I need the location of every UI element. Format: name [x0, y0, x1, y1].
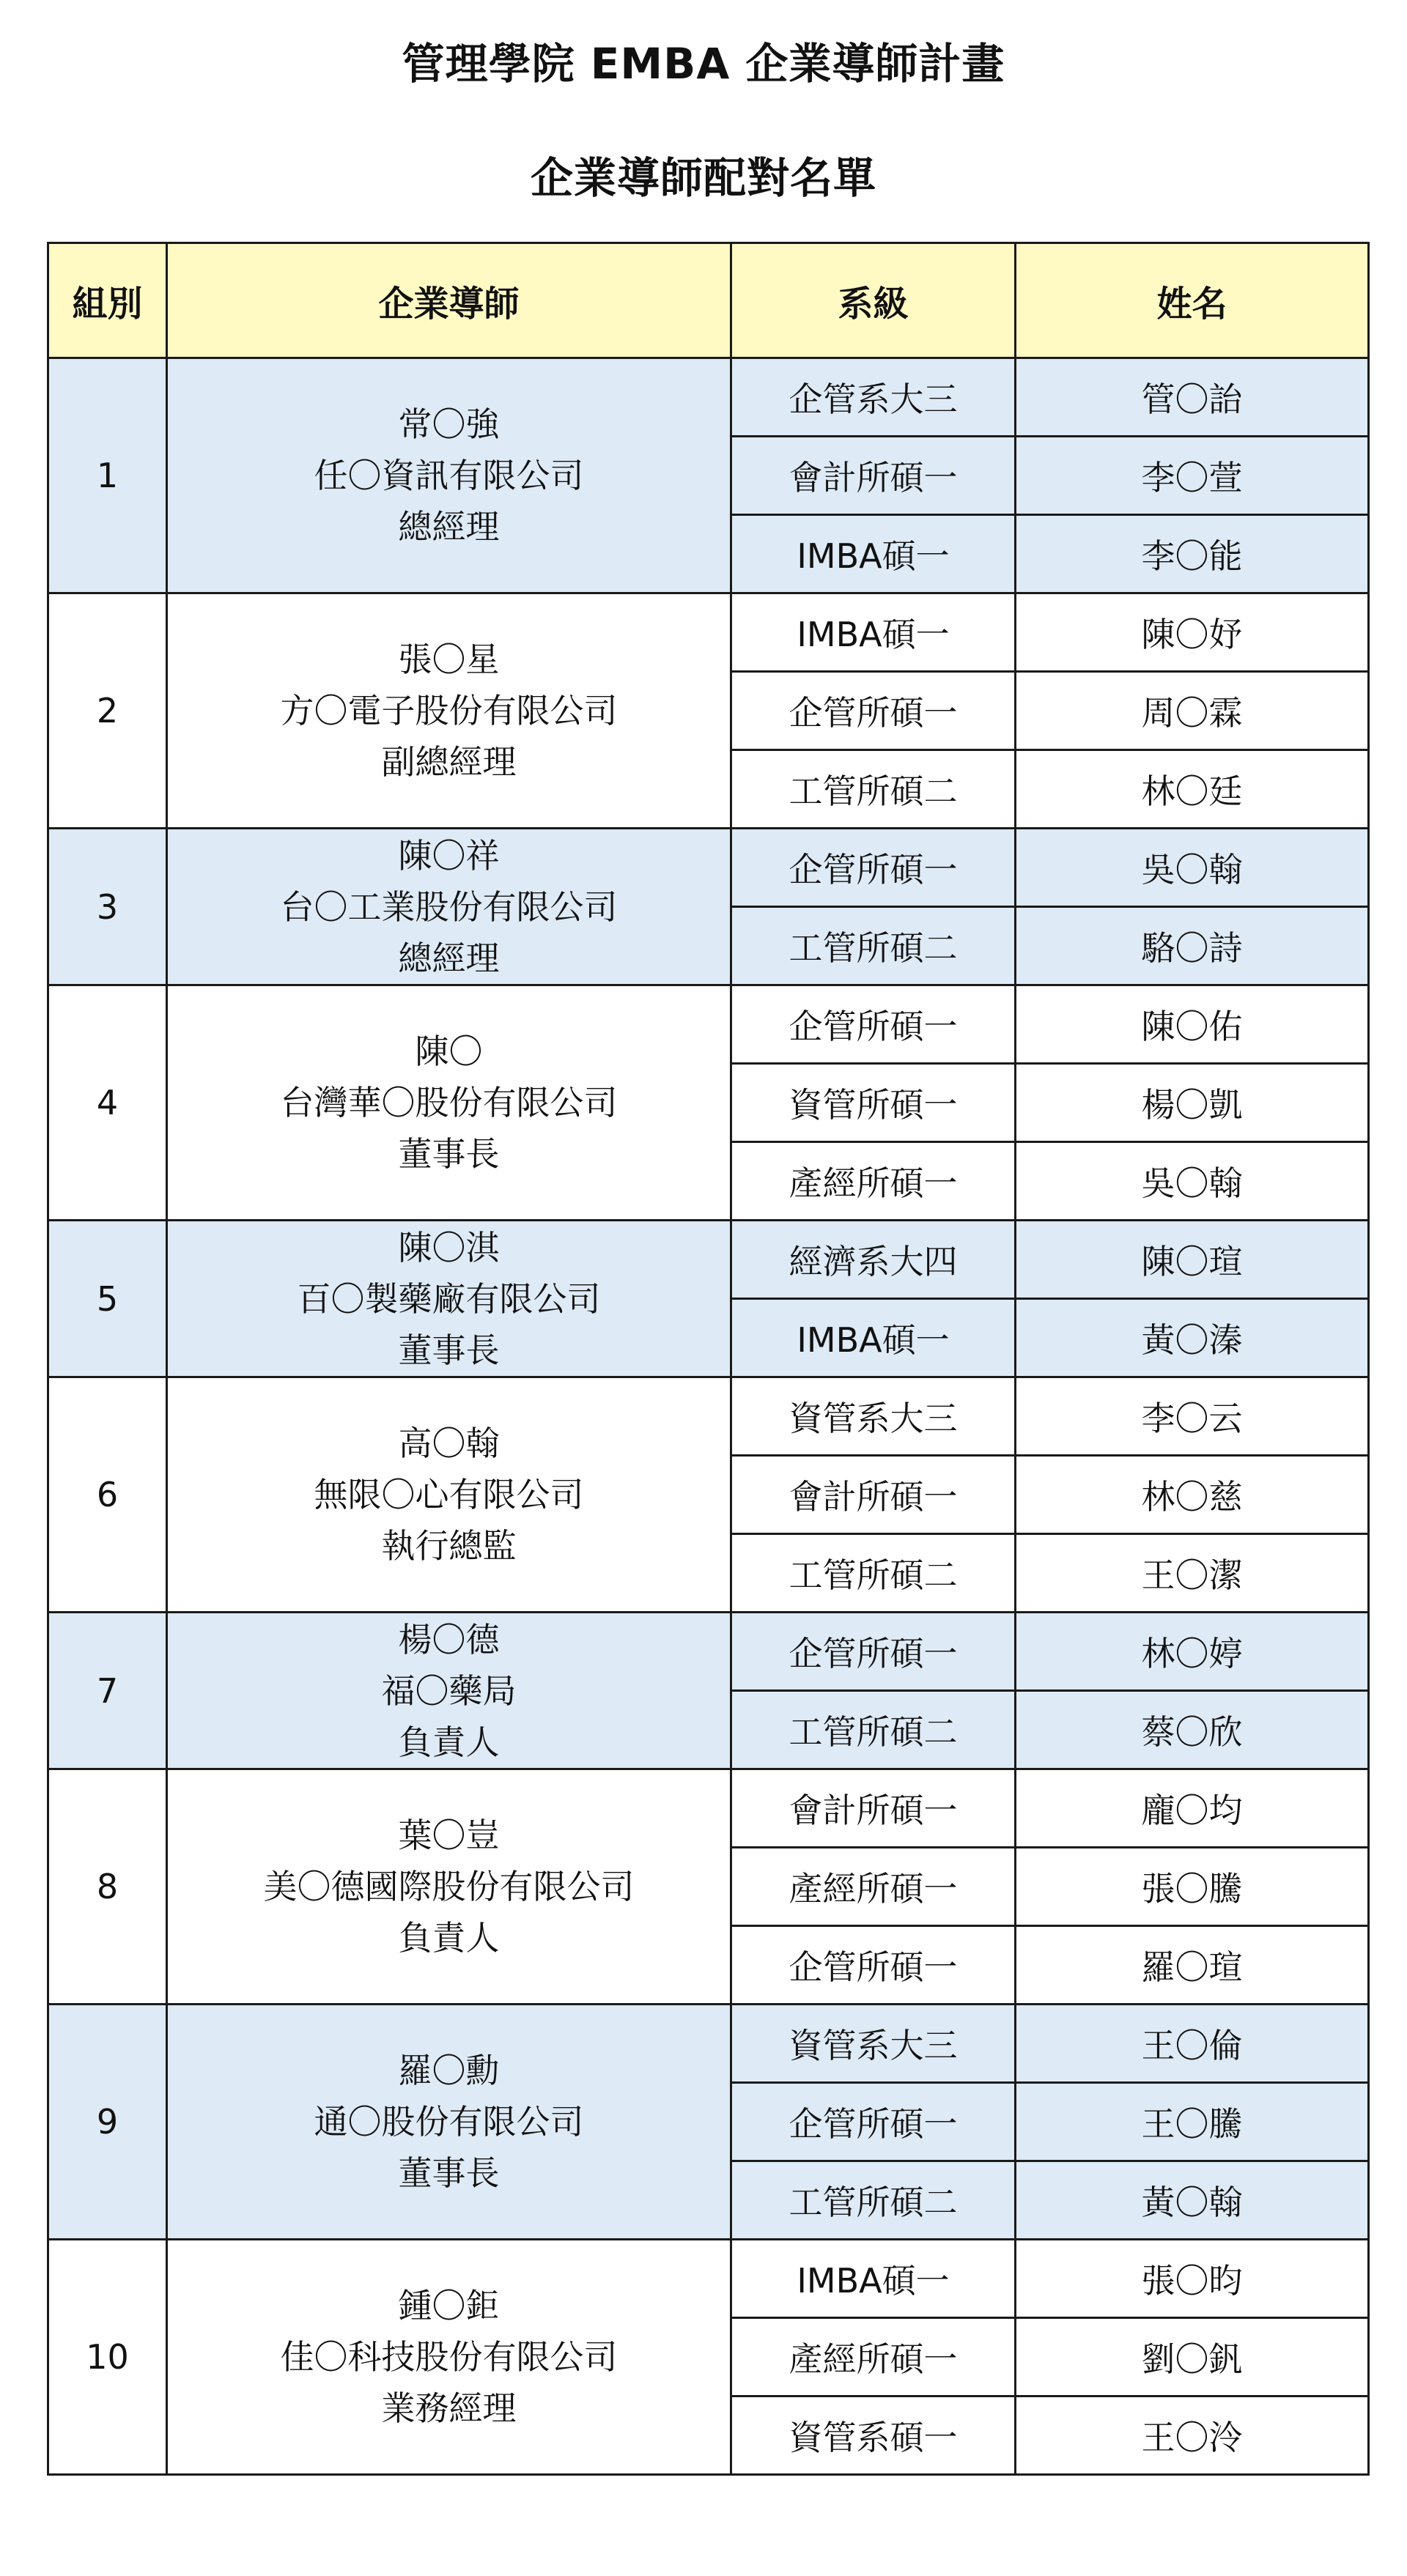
mentor-name: 陳〇祥 [398, 835, 500, 876]
mentor-position: 董事長 [398, 1330, 500, 1370]
mentor-name: 楊〇德 [398, 1619, 500, 1659]
mentor-position: 副總經理 [381, 742, 517, 782]
table-row [48, 593, 1369, 672]
student-name: 陳〇佑 [1016, 985, 1369, 1064]
student-name: 陳〇妤 [1016, 593, 1369, 672]
student-name: 吳〇翰 [1016, 1142, 1369, 1221]
student-name: 張〇騰 [1016, 1848, 1369, 1926]
mentor-name: 常〇強 [398, 404, 500, 444]
student-name: 周〇霖 [1016, 672, 1369, 750]
table-header-row [48, 243, 1369, 358]
mentor-position: 董事長 [398, 1134, 500, 1174]
student-name: 王〇潔 [1016, 1534, 1369, 1613]
group-number: 10 [48, 2240, 167, 2475]
student-name: 駱〇詩 [1016, 907, 1369, 985]
mentor-name: 張〇星 [398, 640, 500, 679]
mentor-position: 負責人 [398, 1722, 500, 1762]
mentor-cell [167, 1221, 731, 1377]
roster-body [48, 358, 1369, 2475]
student-name: 林〇婷 [1016, 1613, 1369, 1691]
mentor-name: 高〇翰 [398, 1424, 500, 1463]
mentor-company: 美〇德國際股份有限公司 [263, 1867, 635, 1906]
student-dept: 經濟系大四 [731, 1221, 1016, 1299]
student-name: 李〇云 [1016, 1377, 1369, 1456]
student-name: 劉〇釩 [1016, 2318, 1369, 2397]
student-dept: 工管所碩二 [731, 907, 1016, 985]
mentor-position: 負責人 [398, 1918, 500, 1958]
student-name: 王〇倫 [1016, 2005, 1369, 2083]
student-dept: 資管系大三 [731, 2005, 1016, 2083]
mentor-company: 方〇電子股份有限公司 [280, 691, 618, 730]
student-dept: 工管所碩二 [731, 1534, 1016, 1613]
mentor-name: 陳〇淇 [398, 1227, 500, 1267]
group-number: 1 [48, 358, 167, 593]
header-dept: 系級 [731, 243, 1016, 358]
header-mentor: 企業導師 [167, 243, 731, 358]
student-dept: 企管系大三 [731, 358, 1016, 437]
student-dept: 企管所碩一 [731, 1926, 1016, 2005]
page-subtitle: 企業導師配對名單 [530, 153, 876, 203]
header-group: 組別 [48, 243, 167, 358]
mentor-roster-table [47, 242, 1370, 2476]
student-dept: 資管所碩一 [731, 1064, 1016, 1142]
table-row [48, 2240, 1369, 2318]
student-dept: 企管所碩一 [731, 985, 1016, 1064]
table-row [48, 1769, 1369, 1848]
mentor-cell [167, 1377, 731, 1613]
mentor-company: 福〇藥局 [381, 1670, 517, 1711]
student-name: 管〇詒 [1016, 358, 1369, 437]
student-dept: IMBA碩一 [731, 1299, 1016, 1377]
mentor-position: 總經理 [398, 507, 500, 547]
mentor-company: 台〇工業股份有限公司 [280, 887, 618, 927]
student-dept: 會計所碩一 [731, 1456, 1016, 1534]
student-dept: 企管所碩一 [731, 2083, 1016, 2161]
student-name: 王〇泠 [1016, 2397, 1369, 2475]
page-title: 管理學院 EMBA 企業導師計畫 [402, 39, 1005, 89]
group-number: 9 [48, 2005, 167, 2240]
mentor-cell [167, 985, 731, 1221]
group-number: 4 [48, 985, 167, 1221]
student-dept: 會計所碩一 [731, 1769, 1016, 1848]
mentor-cell [167, 1769, 731, 2005]
header-name: 姓名 [1016, 243, 1369, 358]
table-row [48, 829, 1369, 907]
student-name: 張〇昀 [1016, 2240, 1369, 2318]
student-dept: 會計所碩一 [731, 437, 1016, 515]
student-dept: 產經所碩一 [731, 1848, 1016, 1926]
group-number: 7 [48, 1613, 167, 1769]
student-name: 林〇廷 [1016, 750, 1369, 829]
student-dept: 企管所碩一 [731, 1613, 1016, 1691]
group-number: 2 [48, 593, 167, 829]
mentor-company: 百〇製藥廠有限公司 [297, 1278, 601, 1319]
student-dept: 產經所碩一 [731, 1142, 1016, 1221]
mentor-position: 總經理 [398, 938, 500, 978]
mentor-cell [167, 2005, 731, 2240]
mentor-cell [167, 2240, 731, 2475]
student-name: 李〇能 [1016, 515, 1369, 593]
student-dept: 資管系大三 [731, 1377, 1016, 1456]
mentor-company: 通〇股份有限公司 [314, 2102, 584, 2142]
student-dept: IMBA碩一 [731, 593, 1016, 672]
mentor-cell [167, 593, 731, 829]
mentor-cell [167, 829, 731, 985]
student-dept: 產經所碩一 [731, 2318, 1016, 2397]
table-row [48, 1377, 1369, 1456]
group-number: 6 [48, 1377, 167, 1613]
student-dept: 資管系碩一 [731, 2397, 1016, 2475]
mentor-company: 台灣華〇股份有限公司 [280, 1083, 618, 1122]
mentor-position: 執行總監 [381, 1526, 517, 1566]
table-row [48, 1221, 1369, 1299]
table-row [48, 358, 1369, 437]
student-name: 蔡〇欣 [1016, 1691, 1369, 1769]
mentor-company: 佳〇科技股份有限公司 [280, 2337, 618, 2377]
mentor-name: 葉〇豈 [398, 1816, 500, 1855]
mentor-cell [167, 1613, 731, 1769]
mentor-cell [167, 358, 731, 593]
student-name: 王〇騰 [1016, 2083, 1369, 2161]
table-row [48, 985, 1369, 1064]
student-dept: IMBA碩一 [731, 515, 1016, 593]
table-row [48, 1613, 1369, 1691]
mentor-name: 鍾〇鉅 [398, 2286, 500, 2325]
mentor-company: 任〇資訊有限公司 [314, 456, 584, 495]
mentor-company: 無限〇心有限公司 [314, 1475, 584, 1514]
student-dept: 工管所碩二 [731, 750, 1016, 829]
student-dept: IMBA碩一 [731, 2240, 1016, 2318]
mentor-name: 陳〇 [415, 1032, 483, 1071]
student-name: 黃〇溱 [1016, 1299, 1369, 1377]
group-number: 8 [48, 1769, 167, 2005]
student-name: 楊〇凱 [1016, 1064, 1369, 1142]
student-name: 林〇慈 [1016, 1456, 1369, 1534]
group-number: 5 [48, 1221, 167, 1377]
student-dept: 企管所碩一 [731, 829, 1016, 907]
group-number: 3 [48, 829, 167, 985]
mentor-position: 業務經理 [381, 2388, 517, 2428]
student-name: 龐〇均 [1016, 1769, 1369, 1848]
student-name: 黃〇翰 [1016, 2161, 1369, 2240]
student-name: 吳〇翰 [1016, 829, 1369, 907]
mentor-position: 董事長 [398, 2153, 500, 2193]
student-name: 陳〇瑄 [1016, 1221, 1369, 1299]
student-dept: 企管所碩一 [731, 672, 1016, 750]
student-dept: 工管所碩二 [731, 1691, 1016, 1769]
student-name: 羅〇瑄 [1016, 1926, 1369, 2005]
table-row [48, 2005, 1369, 2083]
student-dept: 工管所碩二 [731, 2161, 1016, 2240]
student-name: 李〇萱 [1016, 437, 1369, 515]
mentor-name: 羅〇勳 [398, 2051, 500, 2090]
